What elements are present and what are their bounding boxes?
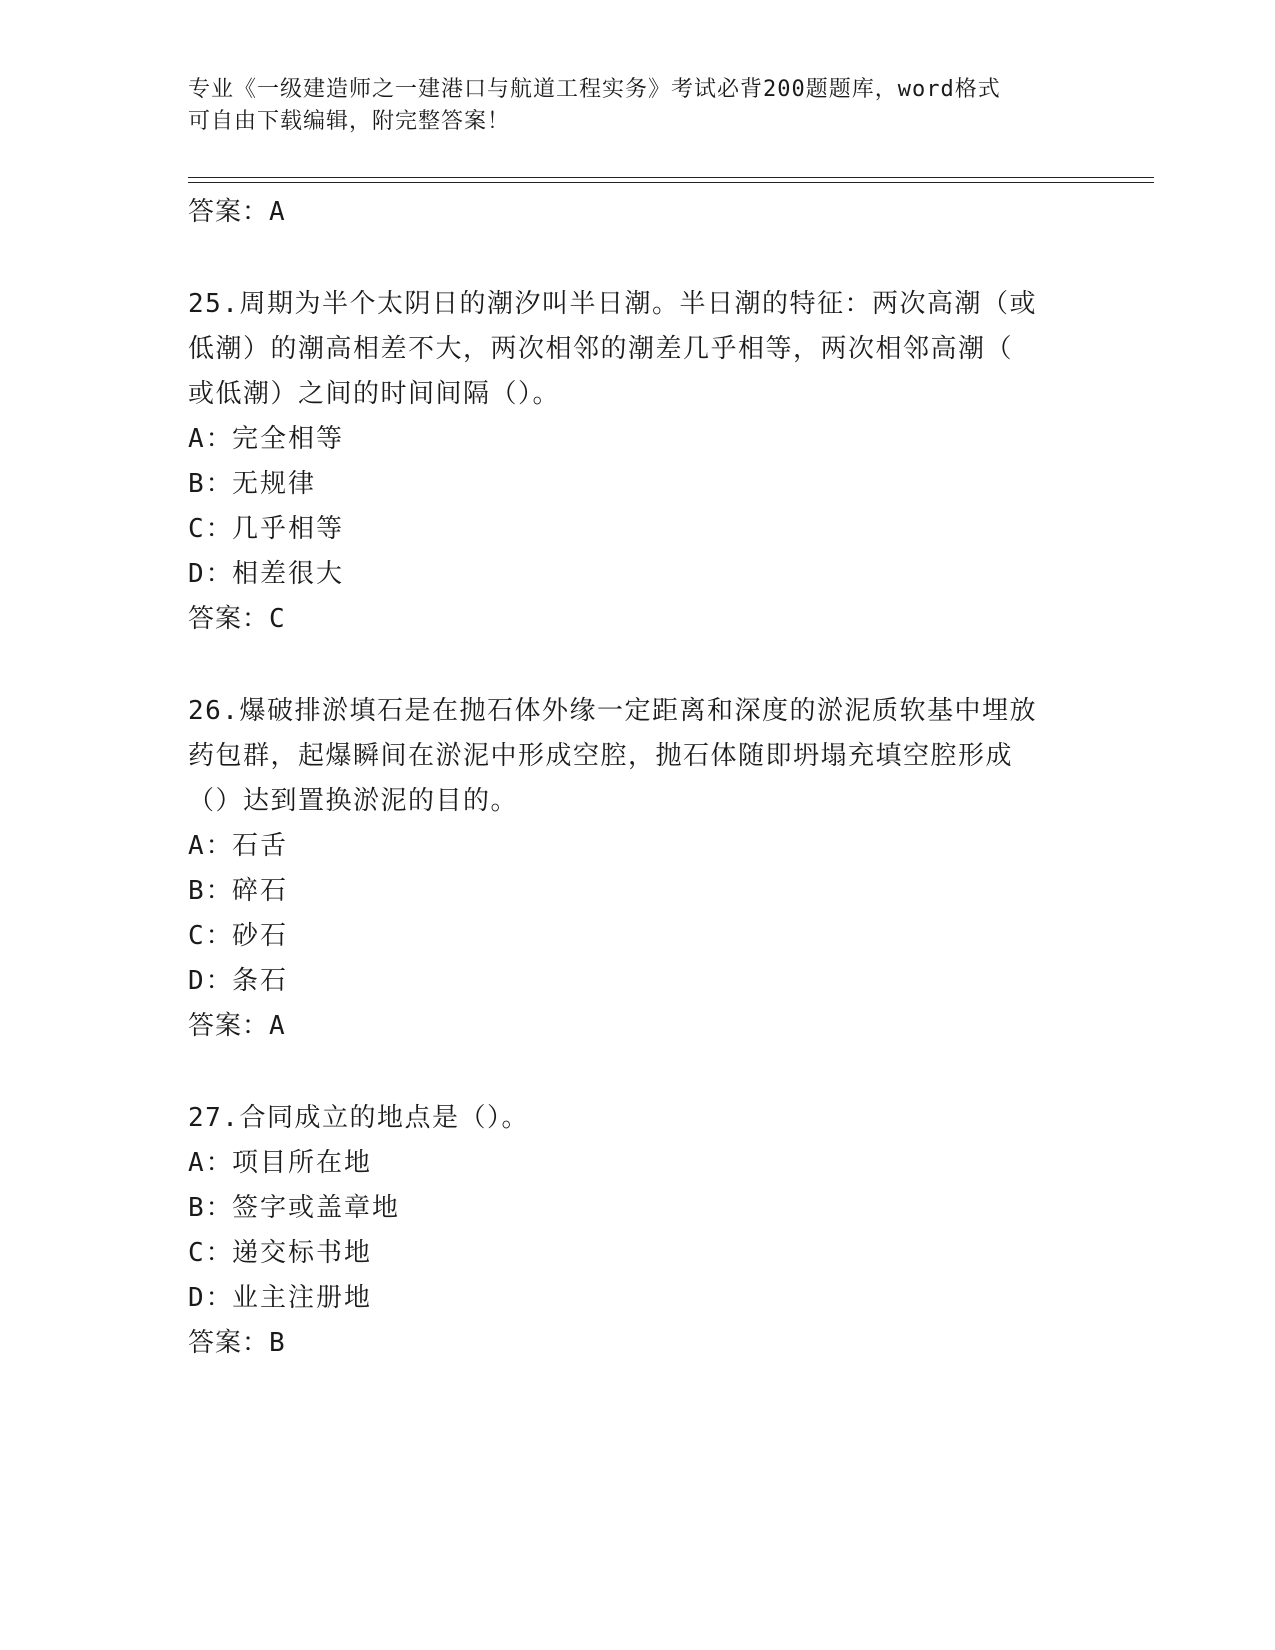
option-a [188, 824, 1088, 869]
option-label: B： [188, 1193, 234, 1223]
answer: 答案：B [188, 1328, 286, 1358]
option-label: C： [188, 514, 234, 544]
option-label: A： [188, 1148, 234, 1178]
option-text: 完全相等 [232, 424, 345, 454]
option-label: D： [188, 1283, 234, 1313]
option-label: B： [188, 876, 234, 906]
question-stem-line: （）达到置换淤泥的目的。 [188, 786, 519, 816]
option-label: A： [188, 424, 234, 454]
previous-answer: 答案：A [188, 197, 286, 227]
question-stem-line: 或低潮）之间的时间间隔（）。 [188, 379, 561, 409]
option-label: C： [188, 921, 234, 951]
question-stem-line: 低潮）的潮高相差不大，两次相邻的潮差几乎相等，两次相邻高潮（ [188, 334, 1014, 364]
option-c [188, 1231, 1088, 1276]
header-divider-bottom [188, 182, 1154, 183]
question-number: 25. [188, 289, 240, 319]
option-text: 项目所在地 [232, 1148, 373, 1178]
question-stem-line: 27.合同成立的地点是（）。 [188, 1103, 529, 1133]
option-text: 相差很大 [232, 559, 345, 589]
question-list [188, 190, 1088, 1365]
question-stem [188, 1096, 1088, 1141]
option-d [188, 552, 1088, 597]
option-text: 条石 [232, 966, 289, 996]
header-line-2: 可自由下载编辑，附完整答案！ [188, 109, 511, 134]
option-text: 砂石 [232, 921, 289, 951]
option-text: 几乎相等 [232, 514, 345, 544]
option-text: 无规律 [232, 469, 317, 499]
question-stem-line: 26.爆破排淤填石是在抛石体外缘一定距离和深度的淤泥质软基中埋放 [188, 696, 1037, 726]
option-label: B： [188, 469, 234, 499]
option-a [188, 1141, 1088, 1186]
question-number: 27. [188, 1103, 240, 1133]
option-b [188, 1186, 1088, 1231]
option-label: D： [188, 559, 234, 589]
option-a [188, 417, 1088, 462]
option-text: 签字或盖章地 [232, 1193, 401, 1223]
document-header [188, 74, 1068, 138]
option-label: A： [188, 831, 234, 861]
header-divider-top [188, 177, 1154, 178]
answer: 答案：A [188, 1011, 286, 1041]
question-stem [188, 689, 1088, 824]
option-b [188, 462, 1088, 507]
question-stem-line: 25.周期为半个太阴日的潮汐叫半日潮。半日潮的特征：两次高潮（或 [188, 289, 1037, 319]
option-c [188, 914, 1088, 959]
question-26 [188, 689, 1088, 1048]
option-d [188, 959, 1088, 1004]
option-c [188, 507, 1088, 552]
option-text: 递交标书地 [232, 1238, 373, 1268]
option-label: C： [188, 1238, 234, 1268]
option-d [188, 1276, 1088, 1321]
question-number: 26. [188, 696, 240, 726]
option-label: D： [188, 966, 234, 996]
answer: 答案：C [188, 604, 286, 634]
question-stem [188, 282, 1088, 417]
option-text: 业主注册地 [232, 1283, 373, 1313]
header-line-1: 专业《一级建造师之一建港口与航道工程实务》考试必背200题题库，word格式 [188, 77, 1001, 102]
option-text: 碎石 [232, 876, 289, 906]
option-b [188, 869, 1088, 914]
question-stem-line: 药包群，起爆瞬间在淤泥中形成空腔，抛石体随即坍塌充填空腔形成 [188, 741, 1014, 771]
question-27 [188, 1096, 1088, 1365]
question-25 [188, 282, 1088, 641]
option-text: 石舌 [232, 831, 289, 861]
